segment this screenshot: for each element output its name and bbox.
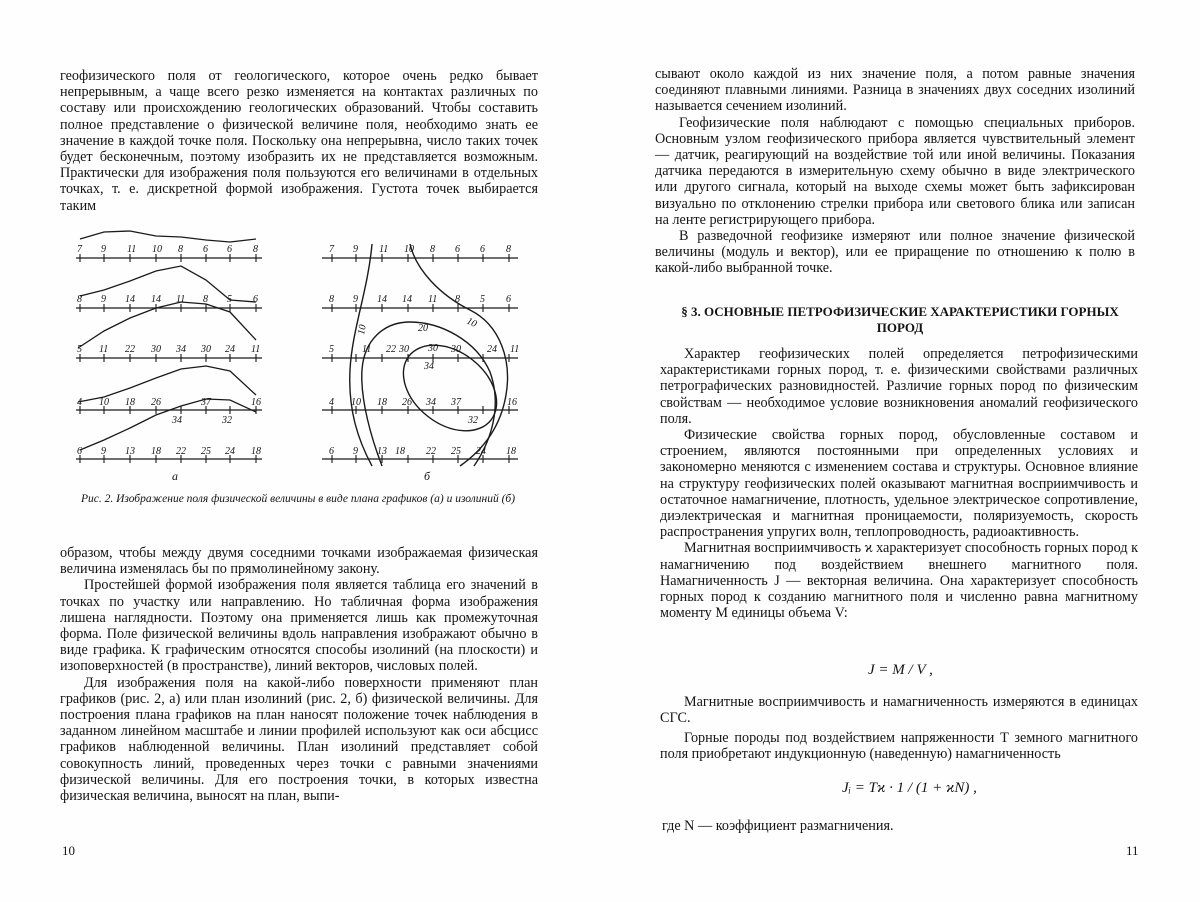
svg-text:11: 11 [99,344,109,355]
figure-b-values [329,244,519,483]
svg-text:6: 6 [506,294,511,305]
svg-text:5: 5 [329,344,334,355]
svg-text:32: 32 [468,415,478,426]
svg-text:а: а [172,469,178,483]
svg-text:26: 26 [151,397,161,408]
svg-text:9: 9 [353,244,358,255]
svg-text:8: 8 [253,244,258,255]
figure-b-isolines [350,244,513,466]
svg-text:34: 34 [426,397,436,408]
svg-text:24: 24 [225,344,235,355]
svg-text:5: 5 [227,294,232,305]
svg-text:24: 24 [476,446,486,457]
svg-text:6: 6 [77,446,82,457]
svg-text:8: 8 [203,294,208,305]
svg-text:7: 7 [77,244,82,255]
svg-text:10: 10 [152,244,162,255]
svg-text:30: 30 [451,344,461,355]
svg-text:11: 11 [510,344,520,355]
left-bottom-text [60,545,538,804]
svg-text:11: 11 [362,344,372,355]
paragraph: Магнитная восприимчивость ϰ характеризует способность горных пород к намагничению под воздействием внешнего магнитного поля. Намагниченность J — векторная величина. Она характеризует способность горных пород к созданию магнитного поля и численно равна магнитному моменту M единицы объема V: [660,540,1138,622]
svg-text:5: 5 [480,294,485,305]
svg-text:24: 24 [487,344,497,355]
figure-2 [0,0,600,490]
svg-text:18: 18 [125,397,135,408]
right-body-text [660,346,1138,621]
svg-text:14: 14 [125,294,135,305]
formula-magnetization: J = M / V , [868,662,933,678]
svg-text:9: 9 [101,446,106,457]
page-number: 11 [1126,843,1139,858]
paragraph: В разведочной геофизике измеряют или полное значение физической величины (модуль и вектор), или ее приращение по отношению к полю в какой-либо выбранной точке. [655,228,1135,277]
svg-text:6: 6 [480,244,485,255]
svg-text:22: 22 [125,344,135,355]
svg-text:13: 13 [377,446,387,457]
figure-caption: Рис. 2. Изображение поля физической величины в виде плана графиков (а) и изолиний (б) [80,493,516,505]
svg-text:18: 18 [251,446,261,457]
svg-text:16: 16 [507,397,517,408]
section-heading: § 3. ОСНОВНЫЕ ПЕТРОФИЗИЧЕСКИЕ ХАРАКТЕРИСТИКИ ГОРНЫХ ПОРОД [681,304,1119,335]
svg-text:11: 11 [428,294,438,305]
paragraph-induced: Горные породы под воздействием напряженности T земного магнитного поля приобретают индукционную (наведенную) намагниченность [660,730,1138,763]
svg-text:37: 37 [201,397,211,408]
svg-text:22: 22 [176,446,186,457]
svg-text:25: 25 [201,446,211,457]
svg-text:8: 8 [430,244,435,255]
svg-text:13: 13 [125,446,135,457]
svg-text:18: 18 [151,446,161,457]
paragraph: Физические свойства горных пород, обусловленные составом и строением, являются постоянными при определенных условиях и закономерно меняются с изменением состава и структуры. Основное влияние на структуру геофизических полей оказывают магнитная восприимчивость и остаточное намагничение, плотность, удельное электрическое сопротивление, диэлектрическая и магнитная проницаемости, поляризуемость, скорость распространения упругих волн, теплопроводность, радиоактивность. [660,427,1138,541]
svg-text:25: 25 [451,446,461,457]
paragraph: Геофизические поля наблюдают с помощью специальных приборов. Основным узлом геофизического прибора является чувствительный элемент — датчик, реагирующий на воздействие той или иной величины. Показания датчика передаются в измерительную схему обычно в виде электрического или другого сигнала, который на выходе схемы может быть зафиксирован визуально по отклонению стрелки прибора или светового блика или записан на ленте регистрирующего прибора. [655,114,1135,228]
svg-text:14: 14 [151,294,161,305]
svg-text:30: 30 [201,344,211,355]
svg-text:7: 7 [329,244,334,255]
paragraph: Для изображения поля на какой-либо поверхности применяют план графиков (рис. 2, а) или план изолиний (рис. 2, б) физической величины. Для построения плана графиков на план наносят положение точек наблюдения в заданном линейном масштабе и линии профилей используют как оси абсцисс графиков наблюденной величины. План изолиний представляет собой совокупность линий, проведенных через точки с равными значениями физической величины. Для его построения точки, в которых известна физическая величина, выносят на план, выпи- [60,674,538,805]
svg-text:34: 34 [172,415,182,426]
paragraph-units: Магнитные восприимчивость и намагниченность измеряются в единицах СГС. [660,694,1138,727]
svg-text:11: 11 [379,244,389,255]
svg-text:6: 6 [253,294,258,305]
svg-text:9: 9 [353,294,358,305]
svg-text:6: 6 [455,244,460,255]
svg-text:9: 9 [353,446,358,457]
svg-text:14: 14 [377,294,387,305]
svg-text:24: 24 [225,446,235,457]
svg-text:6: 6 [227,244,232,255]
svg-text:10: 10 [351,397,361,408]
svg-text:9: 9 [101,294,106,305]
svg-text:30: 30 [399,344,409,355]
svg-text:32: 32 [222,415,232,426]
paragraph: Характер геофизических полей определяется петрофизическими характеристиками горных пород, т. е. физическими свойствами различных петрографических разновидностей. Различие горных пород по физическим свойствам — необходимое условие возникновения аномалий геофизического поля. [660,346,1138,427]
svg-text:8: 8 [455,294,460,305]
paragraph: сывают около каждой из них значение поля, а потом равные значения соединяют плавными линиями. Разница в значениях двух соседних изолиний называется сечением изолиний. [655,66,1135,115]
right-top-text [655,66,1135,277]
svg-text:8: 8 [506,244,511,255]
svg-text:10: 10 [356,323,369,336]
svg-text:26: 26 [402,397,412,408]
paragraph: образом, чтобы между двумя соседними точками изображаемая физическая величина изменялась бы по прямолинейному закону. [60,545,538,578]
svg-text:20: 20 [418,323,428,334]
paragraph: Простейшей формой изображения поля является таблица его значений в точках по участку или направлению. Но табличная форма изображения лишена наглядности. Поэтому она применяется лишь как промежуточная форма. Поле физической величины вдоль направления изображают обычно в виде графика. К графическим относятся способы изолиний (на плоскости) и изоповерхностей (в пространстве), линий векторов, числовых полей. [60,577,538,675]
formula-induced-magnetization: Jᵢ = Tϰ · 1 / (1 + ϰN) , [842,780,977,796]
svg-text:10: 10 [404,244,414,255]
svg-text:4: 4 [329,397,334,408]
svg-text:37: 37 [451,397,461,408]
svg-text:11: 11 [127,244,137,255]
svg-text:9: 9 [101,244,106,255]
svg-text:5: 5 [77,344,82,355]
svg-text:4: 4 [77,397,82,408]
svg-text:22: 22 [386,344,396,355]
figure-a-values [77,244,261,483]
paragraph-where: где N — коэффициент размагничения. [662,818,894,834]
svg-text:18: 18 [395,446,405,457]
svg-text:10: 10 [464,315,479,330]
svg-text:34: 34 [176,344,186,355]
page-number: 10 [62,843,75,858]
svg-text:6: 6 [329,446,334,457]
svg-text:11: 11 [176,294,186,305]
svg-text:30: 30 [151,344,161,355]
svg-text:10: 10 [99,397,109,408]
svg-text:8: 8 [178,244,183,255]
svg-text:6: 6 [203,244,208,255]
svg-text:11: 11 [251,344,261,355]
svg-text:16: 16 [251,397,261,408]
svg-text:22: 22 [426,446,436,457]
svg-text:8: 8 [77,294,82,305]
svg-text:14: 14 [402,294,412,305]
svg-text:34: 34 [424,361,434,372]
svg-text:б: б [424,469,431,483]
left-top-paragraph: геофизического поля от геологического, которое очень редко бывает непрерывным, а чаще всего резко изменяется на контактах различных по составу или происхождению геологических образований. Чтобы составить полное представление о физической величине поля, необходимо знать ее значение в каждой точке поля. Поскольку она непрерывна, число таких точек будет бесконечным, поэтому изобразить их не представляется возможным. Практически для изображения поля пользуются его величинами в отдельных точках, т. е. дискретной формой изображения. Густота точек выбирается таким [60,68,538,214]
svg-text:18: 18 [377,397,387,408]
svg-text:30: 30 [428,343,438,354]
svg-text:18: 18 [506,446,516,457]
svg-text:8: 8 [329,294,334,305]
